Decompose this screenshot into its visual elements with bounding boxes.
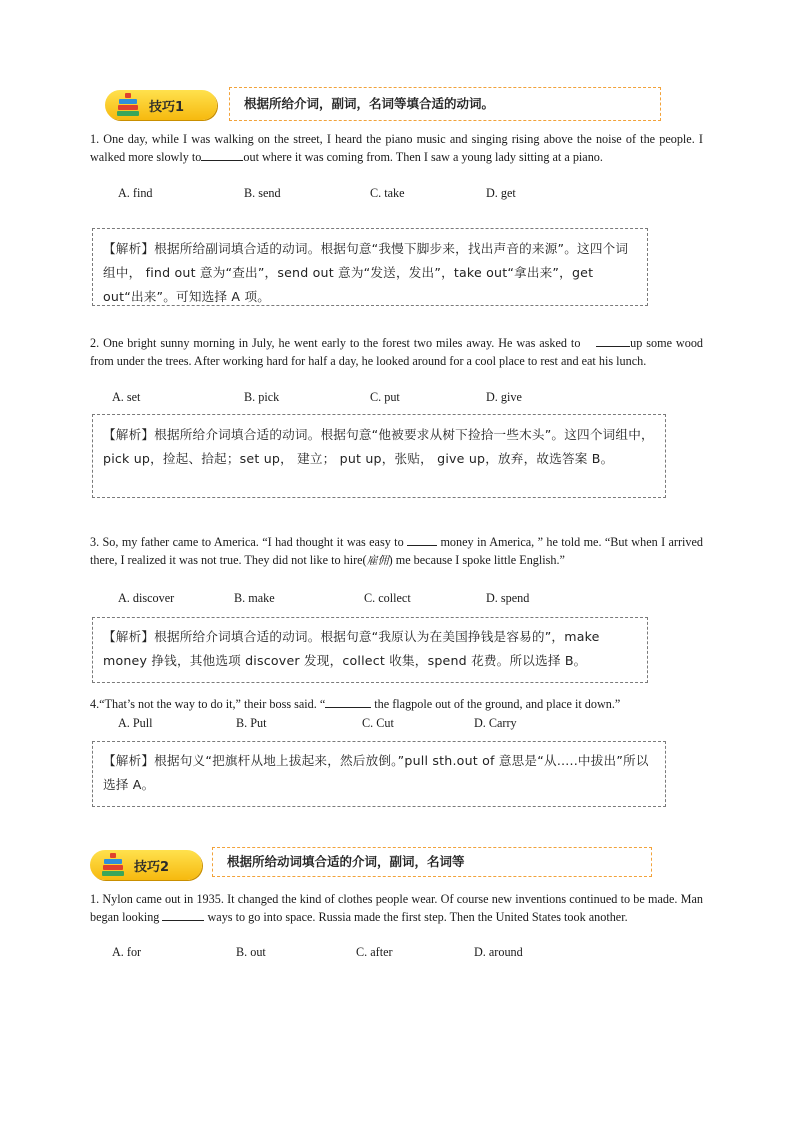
section-header-1 <box>105 87 661 123</box>
question-text: 1. One day, while I was walking on the street, I heard the piano music and singing rising above the noise of the people. I walked more slowly to <box>90 132 703 165</box>
answer-blank <box>162 908 204 921</box>
options-row <box>112 390 532 408</box>
question-text: ways to go into space. Russia made the first step. Then the United States took another. <box>207 910 628 925</box>
section-instruction: 根据所给介词，副词，名词等填合适的动词。 <box>229 87 661 121</box>
option-d: D. around <box>474 945 523 959</box>
analysis-box: 【解析】根据所给介词填合适的动词。根据句意“我原认为在美国挣钱是容易的”，make money 挣钱，其他选项 discover 发现，collect 收集，spend 花费。所以选择 B。 <box>92 617 648 683</box>
option-d: D. get <box>486 186 516 200</box>
options-row <box>118 186 538 204</box>
options-row <box>118 591 558 609</box>
question-5 <box>90 890 703 927</box>
badge-label: 技巧1 <box>149 100 185 115</box>
option-a: A. Pull <box>118 716 153 730</box>
question-text: 2. One bright sunny morning in July, he went early to the forest two miles away. He was asked to <box>90 336 581 350</box>
question-3 <box>90 533 703 571</box>
options-row <box>112 945 552 963</box>
option-b: B. out <box>236 945 266 959</box>
answer-blank <box>596 334 630 347</box>
option-a: A. find <box>118 186 153 200</box>
section-instruction: 根据所给动词填合适的介词，副词，名词等 <box>212 847 652 877</box>
option-b: B. pick <box>244 390 280 404</box>
option-a: A. set <box>112 390 141 404</box>
question-text: 3. So, my father came to America. “I had thought it was easy to <box>90 535 404 549</box>
option-b: B. Put <box>236 716 267 730</box>
analysis-box: 【解析】根据句义“把旗杆从地上拔起来，然后放倒。”pull sth.out of 意思是“从…..中拔出”所以选择 A。 <box>92 741 666 807</box>
answer-blank <box>407 533 437 546</box>
option-c: C. after <box>356 945 393 959</box>
technique-badge <box>90 850 202 880</box>
section-header-2 <box>90 847 652 883</box>
question-text: up some wood from under the trees. After working hard for half a day, he looked around for a cool place to rest and eat his lunch. <box>90 336 704 369</box>
question-1 <box>90 130 703 167</box>
question-text: ) me because I spoke little English.” <box>388 553 565 568</box>
question-text: the flagpole out of the ground, and place it down.” <box>374 697 621 711</box>
question-text: out where it was coming from. Then I saw a young lady sitting at a piano. <box>243 150 603 165</box>
options-row <box>118 716 558 734</box>
option-d: D. Carry <box>474 716 517 730</box>
technique-badge <box>105 90 217 120</box>
option-c: C. Cut <box>362 716 394 730</box>
badge-label: 技巧2 <box>134 860 170 875</box>
stacked-books-icon <box>100 852 126 878</box>
option-b: B. send <box>244 186 281 200</box>
question-2 <box>90 334 703 371</box>
answer-blank <box>201 148 243 161</box>
question-text: 1. Nylon came out in 1935. It changed the kind of clothes people wear. Of course new inventions continued to be made. Man began looking <box>90 892 703 925</box>
analysis-box: 【解析】根据所给副词填合适的动词。根据句意“我慢下脚步来，找出声音的来源”。这四个词组中， find out 意为“查出”，send out 意为“发送，发出”，take out“拿出来”，get out“出来”。可知选择 A 项。 <box>92 228 648 306</box>
option-b: B. make <box>234 591 275 605</box>
question-4 <box>90 695 703 713</box>
option-d: D. spend <box>486 591 530 605</box>
question-text: money in America, ” he told me. “But when I arrived there, I realized it was not true. They did not like to hire( <box>90 535 704 568</box>
option-a: A. discover <box>118 591 175 605</box>
analysis-box: 【解析】根据所给介词填合适的动词。根据句意“他被要求从树下捡拾一些木头”。这四个词组中，pick up，捡起、拾起；set up， 建立； put up，张贴， give up，放弃，故选答案 B。 <box>92 414 666 498</box>
question-text: 4.“That’s not the way to do it,” their boss said. “ <box>90 697 326 711</box>
option-c: C. collect <box>364 591 411 605</box>
option-a: A. for <box>112 945 142 959</box>
option-d: D. give <box>486 390 522 404</box>
chinese-gloss: 雇佣 <box>366 555 389 568</box>
option-c: C. put <box>370 390 400 404</box>
stacked-books-icon <box>115 92 141 118</box>
answer-blank <box>325 695 371 708</box>
option-c: C. take <box>370 186 405 200</box>
